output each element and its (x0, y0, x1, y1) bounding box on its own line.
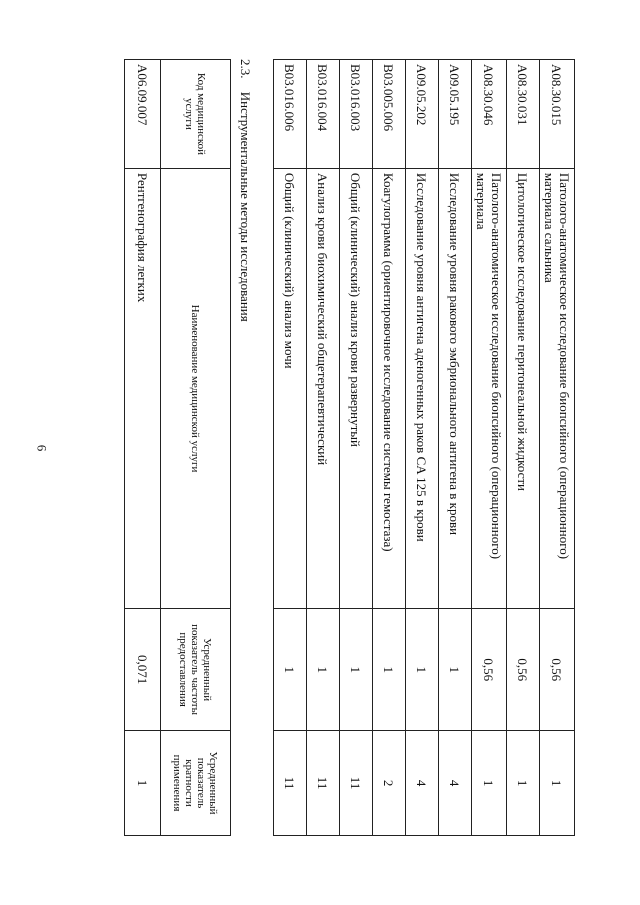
frequency-value: 1 (307, 609, 340, 731)
section-number: 2.3. (238, 59, 253, 79)
service-code: B03.016.004 (307, 60, 340, 169)
service-code: A08.30.046 (472, 60, 507, 169)
service-name: Анализ крови биохимический общетерапевтический (307, 168, 340, 608)
service-code: B03.016.006 (274, 60, 307, 169)
table-row (274, 60, 307, 836)
frequency-value: 0,071 (125, 609, 161, 731)
table-row (439, 60, 472, 836)
frequency-value: 0,56 (507, 609, 540, 731)
instrumental-methods-table (124, 59, 231, 836)
service-name: Общий (клинический) анализ крови развернутый (340, 168, 373, 608)
service-name: Исследование уровня ракового эмбрионального антигена в крови (439, 168, 472, 608)
multiplicity-value: 2 (373, 731, 406, 836)
multiplicity-value: 11 (274, 731, 307, 836)
service-code: A08.30.031 (507, 60, 540, 169)
section-heading (237, 59, 253, 322)
service-name: Исследование уровня антигена аденогенных раков CA 125 в крови (406, 168, 439, 608)
table-row (307, 60, 340, 836)
service-code: A08.30.015 (540, 60, 575, 169)
table-header-row (161, 60, 231, 836)
header-frequency: Усредненный показатель частоты предоставления (161, 609, 231, 731)
frequency-value: 1 (373, 609, 406, 731)
multiplicity-value: 1 (125, 731, 161, 836)
table-row (472, 60, 507, 836)
lab-tests-table (273, 59, 575, 836)
frequency-value: 1 (340, 609, 373, 731)
table-row (373, 60, 406, 836)
table-row (540, 60, 575, 836)
service-code: A06.09.007 (125, 60, 161, 169)
service-name: Патолого-анатомическое исследование биопсийного (операционного) материала сальника (540, 168, 575, 608)
multiplicity-value: 1 (540, 731, 575, 836)
multiplicity-value: 4 (406, 731, 439, 836)
service-name: Цитологическое исследование перитонеальной жидкости (507, 168, 540, 608)
frequency-value: 1 (274, 609, 307, 731)
multiplicity-value: 11 (340, 731, 373, 836)
page-number: 6 (34, 444, 50, 452)
table-row (406, 60, 439, 836)
service-name: Рентгенография легких (125, 168, 161, 608)
table-row (507, 60, 540, 836)
table-row (125, 60, 161, 836)
frequency-value: 1 (406, 609, 439, 731)
service-name: Коагулограмма (ориентировочное исследование системы гемостаза) (373, 168, 406, 608)
frequency-value: 0,56 (472, 609, 507, 731)
section-title: Инструментальные методы исследования (238, 91, 253, 322)
service-name: Патолого-анатомическое исследование биопсийного (операционного) материала (472, 168, 507, 608)
header-code: Код медицинской услуги (161, 60, 231, 169)
multiplicity-value: 4 (439, 731, 472, 836)
multiplicity-value: 11 (307, 731, 340, 836)
frequency-value: 1 (439, 609, 472, 731)
service-code: B03.005.006 (373, 60, 406, 169)
service-code: A09.05.202 (406, 60, 439, 169)
service-name: Общий (клинический) анализ мочи (274, 168, 307, 608)
service-code: A09.05.195 (439, 60, 472, 169)
multiplicity-value: 1 (472, 731, 507, 836)
table-row (340, 60, 373, 836)
header-multiplicity: Усредненный показатель кратности применения (161, 731, 231, 836)
header-name: Наименование медицинской услуги (161, 168, 231, 608)
frequency-value: 0,56 (540, 609, 575, 731)
service-code: B03.016.003 (340, 60, 373, 169)
multiplicity-value: 1 (507, 731, 540, 836)
